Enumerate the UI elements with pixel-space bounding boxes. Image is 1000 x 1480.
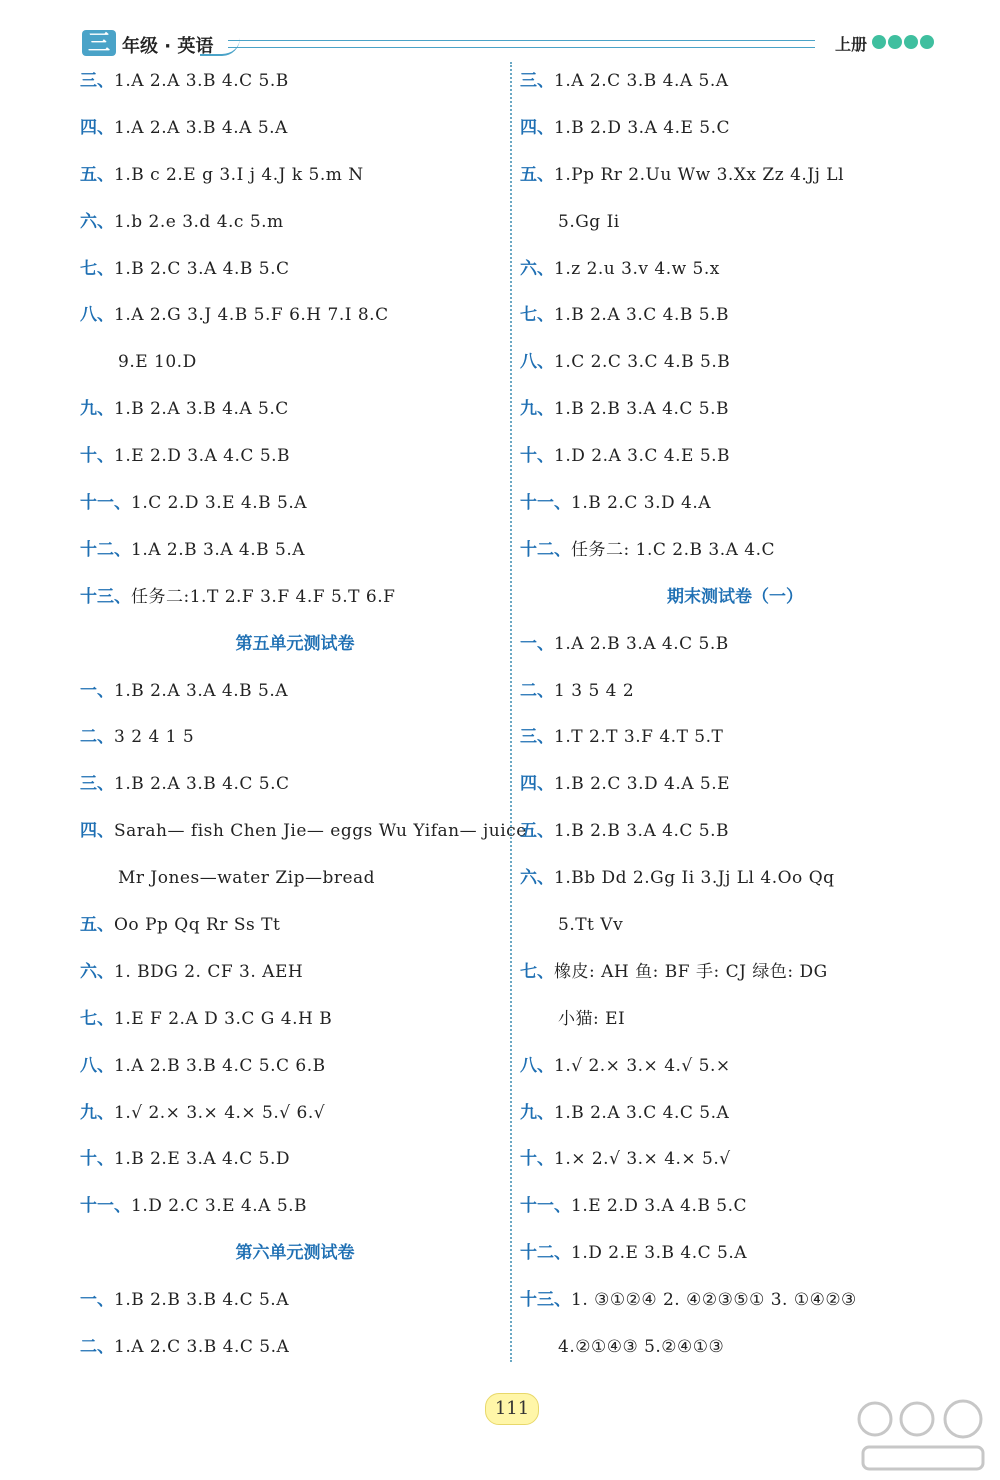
answer-text: 1.A 2.A 3.B 4.C 5.B xyxy=(114,71,289,91)
answer-row xyxy=(80,433,510,480)
answer-text: 小猫: EI xyxy=(558,1008,626,1029)
question-number: 八、 xyxy=(80,1055,114,1076)
answer-text: 1. ③①②④ 2. ④②③⑤① 3. ①④②③ xyxy=(571,1290,857,1311)
header-title: 年级 · 英语 xyxy=(122,36,214,57)
answer-row xyxy=(80,1136,510,1183)
answer-text: 1.B 2.E 3.A 4.C 5.D xyxy=(114,1149,291,1170)
answer-text: 1. BDG 2. CF 3. AEH xyxy=(114,961,304,982)
question-number: 十、 xyxy=(80,446,114,467)
answer-text: Mr Jones—water Zip—bread xyxy=(118,868,376,889)
answer-text: 1.E F 2.A D 3.C G 4.H B xyxy=(114,1008,333,1029)
question-number: 十二、 xyxy=(80,539,131,560)
answer-row xyxy=(80,808,527,855)
question-number: 十、 xyxy=(80,1149,114,1170)
answer-text: 1.b 2.e 3.d 4.c 5.m xyxy=(114,211,284,232)
answer-row xyxy=(80,246,510,293)
answer-row xyxy=(520,949,950,996)
question-number: 八、 xyxy=(520,1055,554,1076)
question-number: 一、 xyxy=(80,1290,114,1311)
section-title: 期末测试卷（一） xyxy=(667,586,803,607)
answer-row xyxy=(520,152,950,199)
answer-text: 1.B 2.B 3.A 4.C 5.B xyxy=(554,399,729,420)
answer-text: 任务二: 1.C 2.B 3.A 4.C xyxy=(571,539,776,560)
answer-row xyxy=(80,386,510,433)
answer-row xyxy=(80,996,510,1043)
answer-row xyxy=(520,1090,950,1137)
question-number: 十一、 xyxy=(520,493,571,514)
section-title: 第六单元测试卷 xyxy=(235,1243,355,1264)
question-number: 十三、 xyxy=(520,1290,571,1311)
answer-row xyxy=(520,433,950,480)
question-number: 三、 xyxy=(80,71,114,91)
question-number: 十一、 xyxy=(520,1196,571,1217)
question-number: 七、 xyxy=(80,1008,114,1029)
answer-text: 1.A 2.A 3.B 4.A 5.A xyxy=(114,117,288,138)
answer-text: 1.B 2.A 3.C 4.B 5.B xyxy=(554,305,729,326)
answer-row xyxy=(520,714,950,761)
question-number: 十二、 xyxy=(520,1243,571,1264)
question-number: 四、 xyxy=(520,117,554,138)
question-number: 九、 xyxy=(520,1102,554,1123)
answer-text: 5.Tt Vv xyxy=(558,915,624,936)
answer-row xyxy=(520,246,950,293)
answer-text: 1.B 2.C 3.D 4.A xyxy=(571,493,711,514)
question-number: 二、 xyxy=(80,727,114,748)
answer-text: 1 3 5 4 2 xyxy=(554,680,635,701)
answer-text: 1.T 2.T 3.F 4.T 5.T xyxy=(554,727,724,748)
answer-text: 1.A 2.B 3.A 4.B 5.A xyxy=(131,539,306,560)
answer-row xyxy=(520,480,950,527)
question-number: 八、 xyxy=(80,305,114,326)
answer-text: 1.B 2.C 3.D 4.A 5.E xyxy=(554,774,731,795)
question-number: 五、 xyxy=(80,915,114,936)
question-number: 七、 xyxy=(520,961,554,982)
answer-text: 1.B 2.A 3.C 4.C 5.A xyxy=(554,1102,730,1123)
watermark-logo-icon xyxy=(855,1395,990,1475)
answer-row xyxy=(520,808,950,855)
question-number: 九、 xyxy=(80,399,114,420)
answer-text: 9.E 10.D xyxy=(118,352,197,373)
question-number: 九、 xyxy=(80,1102,114,1123)
answer-text: 1.A 2.C 3.B 4.A 5.A xyxy=(554,71,729,91)
answer-text: 1.× 2.√ 3.× 4.× 5.√ xyxy=(554,1149,731,1170)
answer-row xyxy=(520,855,950,902)
answer-text: 1.D 2.C 3.E 4.A 5.B xyxy=(131,1196,308,1217)
answer-text: 1.A 2.C 3.B 4.C 5.A xyxy=(114,1337,290,1358)
answer-row xyxy=(80,1277,510,1324)
answer-text: 1.E 2.D 3.A 4.B 5.C xyxy=(571,1196,748,1217)
question-number: 六、 xyxy=(520,868,554,889)
answer-text: 1.A 2.G 3.J 4.B 5.F 6.H 7.I 8.C xyxy=(114,305,389,326)
answer-row xyxy=(520,1277,950,1324)
answer-row xyxy=(80,292,510,339)
question-number: 十一、 xyxy=(80,1196,131,1217)
answer-text: 1.E 2.D 3.A 4.C 5.B xyxy=(114,446,291,467)
answer-text: 1.z 2.u 3.v 4.w 5.x xyxy=(554,258,720,279)
answer-text: 1.√ 2.× 3.× 4.× 5.√ 6.√ xyxy=(114,1102,326,1123)
answer-row xyxy=(80,58,510,105)
answer-row xyxy=(80,199,510,246)
question-number: 八、 xyxy=(520,352,554,373)
answer-row xyxy=(520,761,950,808)
question-number: 七、 xyxy=(80,258,114,279)
question-number: 五、 xyxy=(520,164,554,185)
question-number: 七、 xyxy=(520,305,554,326)
left-answer-column xyxy=(80,58,527,1371)
answer-row xyxy=(80,761,510,808)
answer-row xyxy=(80,1090,510,1137)
answer-text: 1.Bb Dd 2.Gg Ii 3.Jj Ll 4.Oo Qq xyxy=(554,868,835,889)
answer-row xyxy=(520,1324,950,1371)
answer-text: 4.②①④③ 5.②④①③ xyxy=(558,1337,725,1358)
answer-row xyxy=(80,1043,510,1090)
question-number: 九、 xyxy=(520,399,554,420)
question-number: 三、 xyxy=(520,71,554,91)
answer-text: 1.B 2.A 3.A 4.B 5.A xyxy=(114,680,289,701)
answer-row xyxy=(80,105,510,152)
page-header xyxy=(0,0,1000,62)
answer-text: Oo Pp Qq Rr Ss Tt xyxy=(114,915,281,936)
question-number: 四、 xyxy=(80,117,114,138)
question-number: 四、 xyxy=(80,821,114,842)
question-number: 二、 xyxy=(520,680,554,701)
answer-text: 5.Gg Ii xyxy=(558,211,620,232)
question-number: 一、 xyxy=(520,633,554,654)
answer-text: 1.B 2.B 3.A 4.C 5.B xyxy=(554,821,729,842)
answer-row xyxy=(520,902,950,949)
answer-row xyxy=(80,949,510,996)
right-answer-column xyxy=(520,58,950,1371)
column-divider xyxy=(510,62,512,1362)
section-title: 第五单元测试卷 xyxy=(235,633,355,654)
answer-text: 1.D 2.E 3.B 4.C 5.A xyxy=(571,1243,748,1264)
header-rule xyxy=(228,40,815,48)
answer-text: 1.B 2.C 3.A 4.B 5.C xyxy=(114,258,290,279)
answer-row xyxy=(520,1043,950,1090)
answer-row xyxy=(80,527,510,574)
page-number: 111 xyxy=(485,1393,539,1425)
question-number: 十、 xyxy=(520,1149,554,1170)
answer-row xyxy=(80,574,510,621)
answer-row xyxy=(520,339,950,386)
answer-row xyxy=(520,668,950,715)
answer-text: 1.Pp Rr 2.Uu Ww 3.Xx Zz 4.Jj Ll xyxy=(554,164,845,185)
question-number: 六、 xyxy=(80,961,114,982)
question-number: 三、 xyxy=(80,774,114,795)
answer-text: 1.B 2.D 3.A 4.E 5.C xyxy=(554,117,731,138)
header-volume: 上册 xyxy=(835,35,868,54)
answer-row xyxy=(520,386,950,433)
answer-row xyxy=(80,1324,510,1371)
answer-text: 3 2 4 1 5 xyxy=(114,727,195,748)
answer-row xyxy=(80,152,510,199)
answer-row xyxy=(80,902,510,949)
answer-row xyxy=(520,621,950,668)
answer-row xyxy=(520,105,950,152)
answer-text: 1.D 2.A 3.C 4.E 5.B xyxy=(554,446,731,467)
answer-text: 1.B 2.B 3.B 4.C 5.A xyxy=(114,1290,289,1311)
answer-row xyxy=(520,527,950,574)
question-number: 五、 xyxy=(520,821,554,842)
question-number: 十二、 xyxy=(520,539,571,560)
question-number: 十三、 xyxy=(80,586,131,607)
answer-row xyxy=(80,480,510,527)
answer-row xyxy=(80,714,510,761)
answer-row xyxy=(520,1183,950,1230)
answer-text: 橡皮: AH 鱼: BF 手: CJ 绿色: DG xyxy=(554,961,828,982)
answer-text: 1.C 2.C 3.C 4.B 5.B xyxy=(554,352,731,373)
answer-row xyxy=(520,996,950,1043)
answer-row xyxy=(520,1136,950,1183)
answer-text: 1.B 2.A 3.B 4.A 5.C xyxy=(114,399,289,420)
answer-row xyxy=(520,1230,950,1277)
question-number: 三、 xyxy=(520,727,554,748)
answer-text: 1.A 2.B 3.B 4.C 5.C 6.B xyxy=(114,1055,326,1076)
answer-row xyxy=(520,292,950,339)
question-number: 一、 xyxy=(80,680,114,701)
grade-badge: 三 xyxy=(82,30,116,56)
question-number: 六、 xyxy=(80,211,114,232)
question-number: 十一、 xyxy=(80,493,131,514)
question-number: 十、 xyxy=(520,446,554,467)
answer-text: 1.B c 2.E g 3.I j 4.J k 5.m N xyxy=(114,164,364,185)
answer-text: Sarah— fish Chen Jie— eggs Wu Yifan— juice xyxy=(114,821,527,842)
answer-row xyxy=(520,58,950,105)
answer-row xyxy=(80,1183,510,1230)
answer-text: 1.A 2.B 3.A 4.C 5.B xyxy=(554,633,729,654)
answer-text: 1.√ 2.× 3.× 4.√ 5.× xyxy=(554,1055,731,1076)
question-number: 二、 xyxy=(80,1337,114,1358)
answer-row xyxy=(80,668,510,715)
answer-row xyxy=(80,339,510,386)
answer-text: 1.C 2.D 3.E 4.B 5.A xyxy=(131,493,308,514)
answer-row xyxy=(80,855,510,902)
header-dots-icon xyxy=(872,35,934,49)
answer-row xyxy=(520,199,950,246)
question-number: 五、 xyxy=(80,164,114,185)
question-number: 六、 xyxy=(520,258,554,279)
question-number: 四、 xyxy=(520,774,554,795)
answer-text: 任务二:1.T 2.F 3.F 4.F 5.T 6.F xyxy=(131,586,396,607)
answer-text: 1.B 2.A 3.B 4.C 5.C xyxy=(114,774,290,795)
